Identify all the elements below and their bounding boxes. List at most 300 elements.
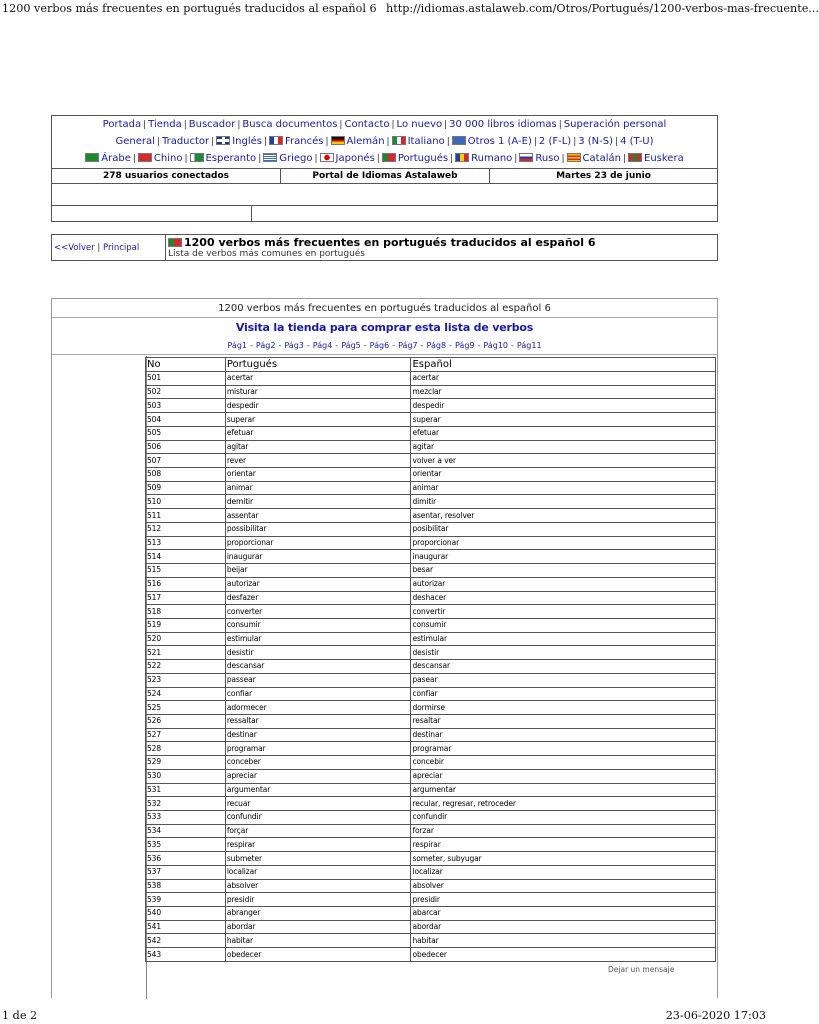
flag-icon bbox=[452, 136, 466, 145]
flag-icon bbox=[628, 153, 642, 162]
nav-language-link[interactable] bbox=[628, 153, 684, 164]
flag-icon bbox=[382, 153, 396, 162]
site-navigation bbox=[51, 115, 718, 222]
verb-portuguese: demitir bbox=[225, 495, 411, 509]
separator: | bbox=[444, 120, 448, 130]
nav-link-label: Otros 1 (A-E) bbox=[467, 136, 532, 147]
verb-number: 538 bbox=[146, 879, 226, 893]
verb-portuguese: ressaltar bbox=[225, 714, 411, 728]
verb-number: 508 bbox=[146, 468, 226, 482]
verb-portuguese: agitar bbox=[225, 440, 411, 454]
verb-spanish: habitar bbox=[411, 934, 716, 948]
verb-spanish: mezclar bbox=[411, 385, 716, 399]
nav-link[interactable]: Buscador bbox=[188, 119, 236, 130]
verb-portuguese: inaugurar bbox=[225, 550, 411, 564]
nav-language-link[interactable] bbox=[567, 153, 621, 164]
nav-link-label: Alemán bbox=[346, 136, 385, 147]
separator: | bbox=[325, 137, 329, 147]
table-row bbox=[146, 481, 716, 495]
leave-message-link[interactable]: Dejar un mensaje bbox=[608, 965, 675, 974]
nav-link[interactable]: Busca documentos bbox=[242, 119, 338, 130]
verb-spanish: recular, regresar, retroceder bbox=[411, 797, 716, 811]
separator: | bbox=[258, 154, 262, 164]
flag-icon bbox=[392, 136, 406, 145]
page-link[interactable]: Pág5 bbox=[341, 341, 361, 350]
nav-link[interactable]: Portada bbox=[102, 119, 142, 130]
users-online: 278 usuarios conectados bbox=[102, 171, 230, 181]
separator: | bbox=[561, 154, 565, 164]
table-row bbox=[146, 550, 716, 564]
nav-link-label: Inglés bbox=[232, 136, 262, 147]
verb-spanish: confundir bbox=[411, 811, 716, 825]
table-row bbox=[146, 783, 716, 797]
separator: | bbox=[183, 120, 187, 130]
verb-portuguese: beijar bbox=[225, 564, 411, 578]
verb-number: 530 bbox=[146, 769, 226, 783]
nav-language-link[interactable] bbox=[455, 153, 512, 164]
verb-spanish: convertir bbox=[411, 605, 716, 619]
verb-number: 529 bbox=[146, 756, 226, 770]
verb-spanish: inaugurar bbox=[411, 550, 716, 564]
table-row bbox=[146, 797, 716, 811]
verb-portuguese: superar bbox=[225, 413, 411, 427]
nav-link[interactable]: Superación personal bbox=[563, 119, 667, 130]
portal-name: Portal de Idiomas Astalaweb bbox=[280, 168, 490, 184]
verb-spanish: apreciar bbox=[411, 769, 716, 783]
page-title-text: 1200 verbos más frecuentes en portugués traducidos al español 6 bbox=[184, 236, 596, 249]
flag-icon bbox=[138, 153, 152, 162]
verb-portuguese: efetuar bbox=[225, 426, 411, 440]
flag-icon bbox=[263, 153, 277, 162]
nav-language-link[interactable] bbox=[263, 153, 312, 164]
separator: - bbox=[392, 341, 396, 350]
verb-portuguese: orientar bbox=[225, 468, 411, 482]
back-link[interactable]: <<Volver bbox=[54, 243, 95, 253]
principal-link[interactable]: Principal bbox=[103, 243, 140, 253]
verb-number: 515 bbox=[146, 564, 226, 578]
nav-link-label: Rumano bbox=[471, 153, 513, 164]
verb-number: 524 bbox=[146, 687, 226, 701]
verb-spanish: concebir bbox=[411, 756, 716, 770]
verb-number: 511 bbox=[146, 509, 226, 523]
verb-number: 521 bbox=[146, 646, 226, 660]
page-title bbox=[168, 236, 595, 249]
verb-portuguese: forçar bbox=[225, 824, 411, 838]
separator: | bbox=[237, 120, 241, 130]
verb-number: 504 bbox=[146, 413, 226, 427]
verb-portuguese: proporcionar bbox=[225, 536, 411, 550]
separator: - bbox=[511, 341, 514, 350]
table-row bbox=[146, 714, 716, 728]
separator: | bbox=[211, 137, 215, 147]
table-row bbox=[146, 769, 716, 783]
nav-link-label: 3 (N-S) bbox=[578, 136, 614, 147]
verb-spanish: orientar bbox=[411, 468, 716, 482]
separator: | bbox=[314, 154, 318, 164]
nav-link-label: Griego bbox=[279, 153, 313, 164]
verb-spanish: superar bbox=[411, 413, 716, 427]
table-row bbox=[146, 756, 716, 770]
table-row bbox=[146, 632, 716, 646]
verb-number: 514 bbox=[146, 550, 226, 564]
verb-portuguese: despedir bbox=[225, 399, 411, 413]
verb-spanish: programar bbox=[411, 742, 716, 756]
verb-portuguese: absolver bbox=[225, 879, 411, 893]
separator: | bbox=[143, 120, 147, 130]
separator: | bbox=[446, 137, 450, 147]
page-link[interactable]: Pág7 bbox=[398, 341, 418, 350]
table-row bbox=[146, 934, 716, 948]
column-header-espanol: Español bbox=[411, 358, 716, 372]
nav-row-languages-1 bbox=[52, 136, 717, 148]
page-title-box bbox=[51, 234, 718, 261]
separator: - bbox=[335, 341, 339, 350]
separator: | bbox=[391, 120, 395, 130]
nav-language-link[interactable] bbox=[331, 136, 385, 147]
verbs-table bbox=[145, 357, 716, 962]
table-row bbox=[146, 413, 716, 427]
column-header-no: No bbox=[146, 358, 226, 372]
shop-link[interactable]: Visita la tienda para comprar esta lista de verbos bbox=[235, 321, 534, 334]
nav-link-label: Catalán bbox=[582, 153, 621, 164]
verb-number: 503 bbox=[146, 399, 226, 413]
verb-spanish: efetuar bbox=[411, 426, 716, 440]
separator: - bbox=[477, 341, 481, 350]
separator: | bbox=[615, 137, 619, 147]
separator: | bbox=[184, 154, 188, 164]
verb-portuguese: desfazer bbox=[225, 591, 411, 605]
verb-spanish: deshacer bbox=[411, 591, 716, 605]
verb-portuguese: submeter bbox=[225, 852, 411, 866]
separator: - bbox=[278, 341, 282, 350]
verb-portuguese: habitar bbox=[225, 934, 411, 948]
nav-language-link[interactable] bbox=[190, 153, 257, 164]
table-row bbox=[146, 440, 716, 454]
page-link[interactable]: Pág1 bbox=[227, 341, 247, 350]
flag-icon bbox=[567, 153, 581, 162]
verb-spanish: argumentar bbox=[411, 783, 716, 797]
print-header-title: 1200 verbos más frecuentes en portugués traducidos al español 6 bbox=[2, 2, 377, 15]
verb-number: 509 bbox=[146, 481, 226, 495]
table-row bbox=[146, 673, 716, 687]
page-link[interactable]: Pág11 bbox=[516, 341, 542, 350]
verb-portuguese: assentar bbox=[225, 509, 411, 523]
flag-icon bbox=[85, 153, 99, 162]
column-header-portugues: Portugués bbox=[225, 358, 411, 372]
verb-number: 502 bbox=[146, 385, 226, 399]
verb-number: 522 bbox=[146, 660, 226, 674]
table-row bbox=[146, 893, 716, 907]
verb-spanish: desistir bbox=[411, 646, 716, 660]
empty-row bbox=[52, 184, 717, 206]
verb-number: 507 bbox=[146, 454, 226, 468]
verb-spanish: posibilitar bbox=[411, 522, 716, 536]
verb-number: 537 bbox=[146, 865, 226, 879]
verb-spanish: animar bbox=[411, 481, 716, 495]
table-row bbox=[146, 564, 716, 578]
verb-portuguese: estimular bbox=[225, 632, 411, 646]
separator: - bbox=[306, 341, 310, 350]
nav-language-link[interactable] bbox=[539, 136, 571, 147]
table-row bbox=[146, 522, 716, 536]
verb-portuguese: acertar bbox=[225, 372, 411, 386]
table-row bbox=[146, 948, 716, 962]
verb-spanish: forzar bbox=[411, 824, 716, 838]
table-row bbox=[146, 879, 716, 893]
info-row bbox=[52, 168, 717, 184]
table-row bbox=[146, 509, 716, 523]
table-row bbox=[146, 385, 716, 399]
page-link[interactable]: Pág6 bbox=[369, 341, 390, 350]
page-link[interactable]: Pág9 bbox=[454, 341, 475, 350]
table-row bbox=[146, 495, 716, 509]
verb-number: 523 bbox=[146, 673, 226, 687]
print-header-url: http://idiomas.astalaweb.com/Otros/Portugués/1200-verbos-mas-frecuente... bbox=[386, 2, 819, 15]
separator: | bbox=[386, 137, 390, 147]
verb-portuguese: converter bbox=[225, 605, 411, 619]
verb-portuguese: respirar bbox=[225, 838, 411, 852]
nav-language-link[interactable] bbox=[115, 136, 154, 147]
nav-row-main bbox=[52, 119, 717, 131]
table-row bbox=[146, 852, 716, 866]
nav-link[interactable]: 30 000 libros idiomas bbox=[449, 119, 557, 130]
verb-portuguese: misturar bbox=[225, 385, 411, 399]
nav-language-link[interactable] bbox=[85, 153, 131, 164]
verb-number: 525 bbox=[146, 701, 226, 715]
page-link[interactable]: Pág8 bbox=[426, 341, 447, 350]
separator: | bbox=[156, 137, 160, 147]
table-row bbox=[146, 728, 716, 742]
table-row bbox=[146, 536, 716, 550]
print-footer bbox=[0, 1009, 768, 1024]
table-row bbox=[146, 399, 716, 413]
verb-number: 520 bbox=[146, 632, 226, 646]
table-row bbox=[146, 824, 716, 838]
nav-language-link[interactable] bbox=[162, 136, 209, 147]
verb-spanish: pasear bbox=[411, 673, 716, 687]
nav-link-label: Japonés bbox=[335, 153, 375, 164]
table-row bbox=[146, 838, 716, 852]
verb-number: 506 bbox=[146, 440, 226, 454]
verb-portuguese: presidir bbox=[225, 893, 411, 907]
nav-link-label: Euskera bbox=[644, 153, 684, 164]
verb-number: 516 bbox=[146, 577, 226, 591]
verb-portuguese: conceber bbox=[225, 756, 411, 770]
page-link[interactable]: Pág3 bbox=[284, 341, 304, 350]
verb-number: 535 bbox=[146, 838, 226, 852]
verb-spanish: abarcar bbox=[411, 907, 716, 921]
verb-number: 540 bbox=[146, 907, 226, 921]
verb-portuguese: obedecer bbox=[225, 948, 411, 962]
nav-link-label: Italiano bbox=[407, 136, 445, 147]
separator: | bbox=[97, 243, 103, 253]
verb-spanish: agitar bbox=[411, 440, 716, 454]
table-row bbox=[146, 811, 716, 825]
current-date: Martes 23 de junio bbox=[556, 171, 651, 181]
content-caption: 1200 verbos más frecuentes en portugués traducidos al español 6 bbox=[52, 299, 717, 318]
verb-portuguese: consumir bbox=[225, 618, 411, 632]
verb-number: 543 bbox=[146, 948, 226, 962]
verb-portuguese: apreciar bbox=[225, 769, 411, 783]
verb-number: 519 bbox=[146, 618, 226, 632]
verb-number: 533 bbox=[146, 811, 226, 825]
table-row bbox=[146, 426, 716, 440]
verb-portuguese: argumentar bbox=[225, 783, 411, 797]
table-row bbox=[146, 660, 716, 674]
nav-link-label: Portugués bbox=[397, 153, 449, 164]
verb-spanish: presidir bbox=[411, 893, 716, 907]
nav-link[interactable]: Contacto bbox=[344, 119, 390, 130]
nav-language-link[interactable] bbox=[269, 136, 323, 147]
table-row bbox=[146, 454, 716, 468]
nav-language-link[interactable] bbox=[392, 136, 445, 147]
verb-spanish: destinar bbox=[411, 728, 716, 742]
nav-language-link[interactable] bbox=[216, 136, 262, 147]
separator: - bbox=[449, 341, 452, 350]
nav-link-label: Chino bbox=[153, 153, 183, 164]
verb-spanish: descansar bbox=[411, 660, 716, 674]
verb-spanish: estimular bbox=[411, 632, 716, 646]
verb-portuguese: abranger bbox=[225, 907, 411, 921]
verb-number: 501 bbox=[146, 372, 226, 386]
nav-link[interactable]: Tienda bbox=[148, 119, 182, 130]
separator: | bbox=[132, 154, 136, 164]
verb-number: 513 bbox=[146, 536, 226, 550]
verb-number: 542 bbox=[146, 934, 226, 948]
nav-language-link[interactable] bbox=[320, 153, 375, 164]
table-row bbox=[146, 865, 716, 879]
verb-portuguese: recuar bbox=[225, 797, 411, 811]
verb-number: 505 bbox=[146, 426, 226, 440]
nav-row-languages-2 bbox=[52, 153, 717, 165]
table-row bbox=[146, 742, 716, 756]
verb-spanish: dormirse bbox=[411, 701, 716, 715]
table-row bbox=[146, 687, 716, 701]
flag-icon bbox=[216, 136, 230, 145]
verb-spanish: someter, subyugar bbox=[411, 852, 716, 866]
verb-portuguese: autorizar bbox=[225, 577, 411, 591]
nav-link[interactable]: Lo nuevo bbox=[396, 119, 443, 130]
flag-icon bbox=[269, 136, 283, 145]
separator: | bbox=[263, 137, 268, 147]
separator: | bbox=[558, 120, 562, 130]
table-row bbox=[146, 577, 716, 591]
verb-spanish: acertar bbox=[411, 372, 716, 386]
portugal-flag-icon bbox=[168, 238, 182, 247]
flag-icon bbox=[519, 153, 533, 162]
nav-language-link[interactable] bbox=[382, 153, 448, 164]
nav-language-link[interactable] bbox=[452, 136, 532, 147]
table-row bbox=[146, 468, 716, 482]
separator: - bbox=[250, 341, 253, 350]
nav-link-label: 2 (F-L) bbox=[538, 136, 572, 147]
flag-icon bbox=[320, 153, 334, 162]
verb-spanish: proporcionar bbox=[411, 536, 716, 550]
separator: | bbox=[339, 120, 343, 130]
back-links bbox=[52, 235, 166, 260]
verb-spanish: asentar, resolver bbox=[411, 509, 716, 523]
verb-spanish: volver a ver bbox=[411, 454, 716, 468]
verb-number: 510 bbox=[146, 495, 226, 509]
verb-number: 541 bbox=[146, 920, 226, 934]
verb-number: 531 bbox=[146, 783, 226, 797]
flag-icon bbox=[455, 153, 469, 162]
verb-portuguese: destinar bbox=[225, 728, 411, 742]
nav-link-label: 4 (T-U) bbox=[620, 136, 654, 147]
verb-spanish: consumir bbox=[411, 618, 716, 632]
verb-portuguese: possibilitar bbox=[225, 522, 411, 536]
verb-spanish: localizar bbox=[411, 865, 716, 879]
verb-spanish: respirar bbox=[411, 838, 716, 852]
table-row bbox=[146, 646, 716, 660]
nav-language-link[interactable] bbox=[620, 136, 653, 147]
verb-portuguese: programar bbox=[225, 742, 411, 756]
table-row bbox=[146, 618, 716, 632]
verb-portuguese: desistir bbox=[225, 646, 411, 660]
verb-number: 526 bbox=[146, 714, 226, 728]
table-row bbox=[146, 907, 716, 921]
page-link[interactable]: Pág10 bbox=[483, 341, 509, 350]
verb-portuguese: adormecer bbox=[225, 701, 411, 715]
page-number: 1 de 2 bbox=[2, 1009, 38, 1022]
table-row bbox=[146, 701, 716, 715]
verb-portuguese: confundir bbox=[225, 811, 411, 825]
nav-link-label: Esperanto bbox=[205, 153, 257, 164]
nav-link-label: Francés bbox=[285, 136, 324, 147]
nav-link-label: Traductor bbox=[161, 136, 210, 147]
verb-spanish: besar bbox=[411, 564, 716, 578]
nav-language-link[interactable] bbox=[138, 153, 183, 164]
verb-number: 534 bbox=[146, 824, 226, 838]
verb-number: 512 bbox=[146, 522, 226, 536]
print-header bbox=[0, 0, 819, 18]
verb-spanish: autorizar bbox=[411, 577, 716, 591]
separator: | bbox=[514, 154, 518, 164]
separator: - bbox=[363, 341, 367, 350]
flag-icon bbox=[190, 153, 204, 162]
verb-spanish: despedir bbox=[411, 399, 716, 413]
nav-link-label: Árabe bbox=[101, 153, 131, 164]
verb-portuguese: localizar bbox=[225, 865, 411, 879]
verb-portuguese: passear bbox=[225, 673, 411, 687]
verb-spanish: resaltar bbox=[411, 714, 716, 728]
separator: | bbox=[622, 154, 626, 164]
page-link[interactable]: Pág4 bbox=[312, 341, 333, 350]
pagination bbox=[52, 337, 717, 355]
nav-link-label: Ruso bbox=[535, 153, 560, 164]
verb-portuguese: abordar bbox=[225, 920, 411, 934]
verb-number: 527 bbox=[146, 728, 226, 742]
verb-number: 532 bbox=[146, 797, 226, 811]
verb-spanish: confiar bbox=[411, 687, 716, 701]
verb-portuguese: descansar bbox=[225, 660, 411, 674]
verb-number: 539 bbox=[146, 893, 226, 907]
page-subtitle: Lista de verbos más comunes en portugués bbox=[168, 249, 365, 259]
verb-portuguese: animar bbox=[225, 481, 411, 495]
table-row bbox=[146, 591, 716, 605]
verb-spanish: abordar bbox=[411, 920, 716, 934]
verb-number: 518 bbox=[146, 605, 226, 619]
table-header-row bbox=[146, 358, 716, 372]
nav-link-label: General bbox=[115, 136, 155, 147]
nav-language-link[interactable] bbox=[578, 136, 613, 147]
table-row bbox=[146, 920, 716, 934]
print-datetime: 23-06-2020 17:03 bbox=[665, 1009, 766, 1022]
separator: | bbox=[450, 154, 454, 164]
nav-language-link[interactable] bbox=[519, 153, 559, 164]
separator: - bbox=[420, 341, 424, 350]
page-link[interactable]: Pág2 bbox=[255, 341, 276, 350]
